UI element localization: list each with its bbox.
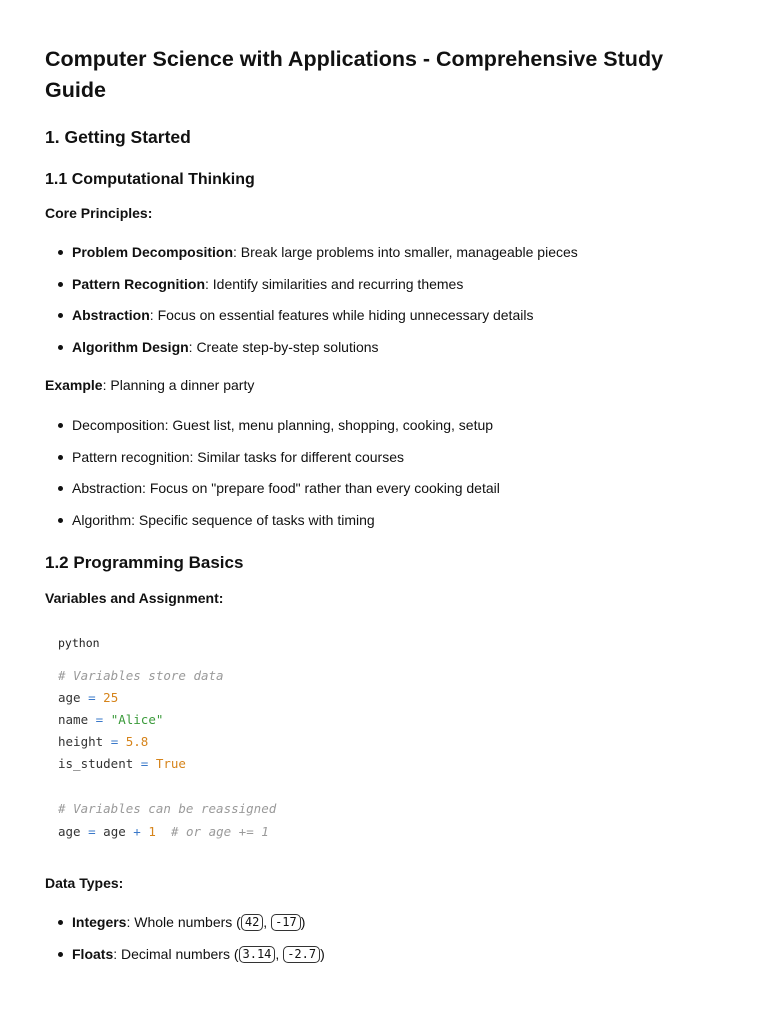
- code-number: 25: [103, 690, 119, 705]
- closing-paren: ): [320, 946, 325, 962]
- code-boolean: True: [155, 756, 186, 771]
- term-description: : Identify similarities and recurring themes: [205, 276, 464, 292]
- term: Floats: [72, 946, 114, 962]
- inline-code: 42: [241, 914, 263, 931]
- code-operator: +: [133, 824, 141, 839]
- code-operator: =: [88, 690, 96, 705]
- subsection-heading-programming-basics: 1.2 Programming Basics: [45, 553, 244, 572]
- bullet-icon: [58, 345, 63, 350]
- inline-code: -2.7: [283, 946, 320, 963]
- code-number: 1: [148, 824, 156, 839]
- term: Algorithm Design: [72, 339, 189, 355]
- example-description: : Planning a dinner party: [102, 377, 255, 393]
- term: Abstraction: [72, 307, 150, 323]
- code-line: [58, 734, 148, 750]
- inline-code: -17: [271, 914, 301, 931]
- closing-paren: ): [300, 914, 306, 930]
- separator: ,: [263, 914, 272, 930]
- core-principles-label: Core Principles:: [45, 205, 153, 221]
- bullet-icon: [58, 518, 63, 523]
- bullet-icon: [58, 423, 63, 428]
- code-operator: =: [88, 824, 96, 839]
- term: Integers: [72, 914, 127, 930]
- list-item-text: Abstraction: Focus on "prepare food" rather than every cooking detail: [72, 480, 500, 496]
- code-line: [58, 690, 118, 706]
- code-identifier: is_student: [58, 756, 134, 771]
- code-comment: # Variables can be reassigned: [58, 801, 277, 816]
- separator: ,: [275, 946, 284, 962]
- code-line: [58, 824, 269, 840]
- term: Problem Decomposition: [72, 244, 234, 260]
- code-number: 5.8: [125, 734, 149, 749]
- page-title: Computer Science with Applications - Comprehensive Study Guide: [45, 47, 664, 102]
- example-paragraph: [45, 376, 254, 394]
- term: Pattern Recognition: [72, 276, 206, 292]
- code-identifier: age: [103, 824, 126, 839]
- variables-label: Variables and Assignment:: [45, 590, 224, 606]
- code-line: [58, 712, 163, 728]
- code-line: [58, 756, 186, 772]
- code-identifier: height: [58, 734, 104, 749]
- code-string: "Alice": [110, 712, 164, 727]
- code-operator: =: [95, 712, 104, 727]
- inline-code: 3.14: [239, 946, 276, 963]
- term-description: : Create step-by-step solutions: [188, 339, 379, 355]
- bullet-icon: [58, 952, 63, 957]
- code-language-label: python: [58, 636, 100, 650]
- code-line: [58, 668, 224, 684]
- term-description: : Break large problems into smaller, manageable pieces: [233, 244, 578, 260]
- bullet-icon: [58, 250, 63, 255]
- code-operator: =: [110, 734, 119, 749]
- code-identifier: age: [58, 824, 81, 839]
- subsection-heading-computational-thinking: 1.1 Computational Thinking: [45, 171, 255, 188]
- bullet-icon: [58, 313, 63, 318]
- list-item-text: Algorithm: Specific sequence of tasks with timing: [72, 512, 375, 528]
- code-identifier: name: [58, 712, 89, 727]
- list-item-text: Decomposition: Guest list, menu planning, shopping, cooking, setup: [72, 417, 494, 433]
- example-term: Example: [45, 377, 103, 393]
- section-heading-getting-started: 1. Getting Started: [45, 127, 191, 147]
- bullet-icon: [58, 282, 63, 287]
- code-line: [58, 801, 276, 817]
- term-description: : Decimal numbers (: [113, 946, 239, 962]
- bullet-icon: [58, 920, 63, 925]
- code-identifier: age: [58, 690, 81, 705]
- code-comment: # Variables store data: [58, 668, 224, 683]
- bullet-icon: [58, 455, 63, 460]
- list-item-text: Pattern recognition: Similar tasks for different courses: [72, 449, 405, 465]
- code-comment: # or age += 1: [170, 824, 269, 839]
- bullet-icon: [58, 486, 63, 491]
- data-types-label: Data Types:: [45, 875, 124, 891]
- code-operator: =: [140, 756, 149, 771]
- term-description: : Whole numbers (: [126, 914, 241, 930]
- term-description: : Focus on essential features while hiding unnecessary details: [149, 307, 534, 323]
